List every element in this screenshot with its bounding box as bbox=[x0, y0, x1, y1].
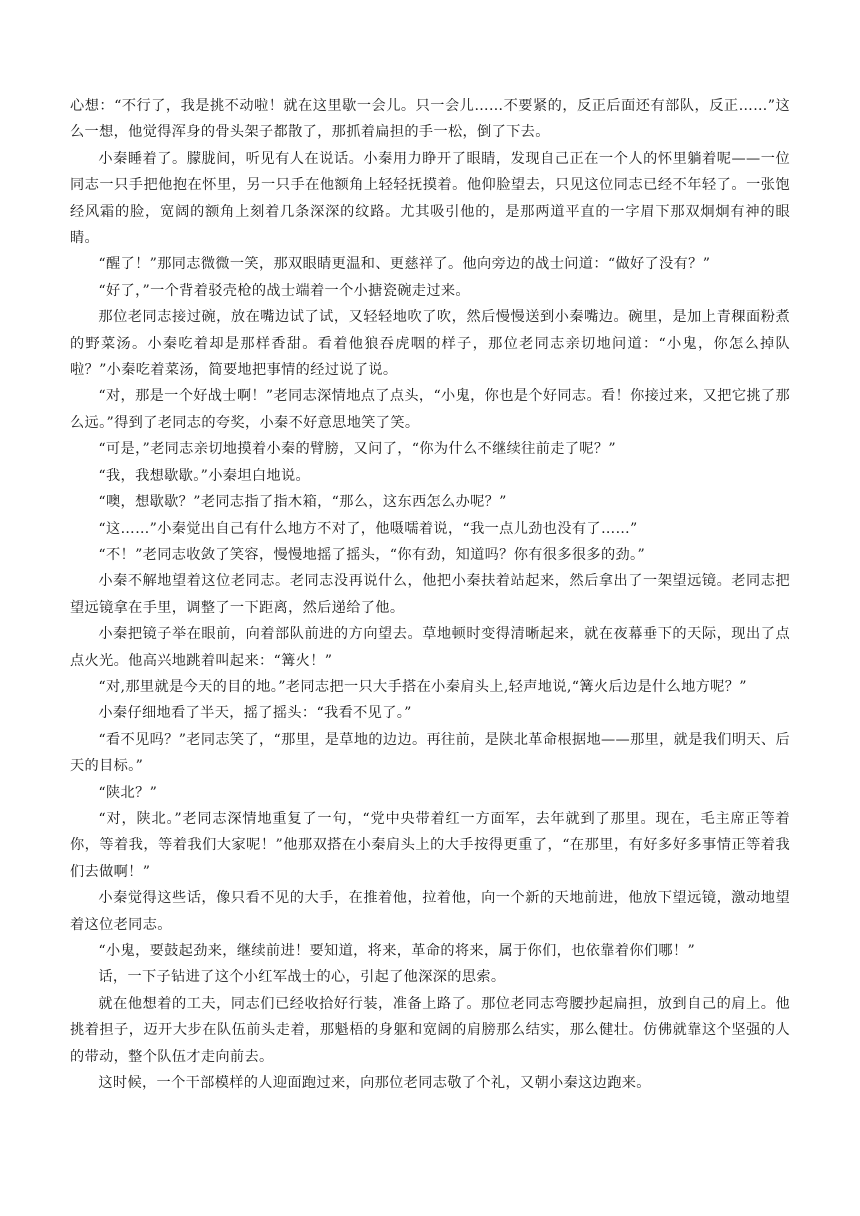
paragraph-17: “陕北？” bbox=[98, 784, 158, 801]
document-body bbox=[70, 93, 790, 1096]
paragraph-22: 就在他想着的工夫，同志们已经收拾好行装，准备上路了。那位老同志弯腰抄起扁担，放到自己的肩上。他挑着担子，迈开大步在队伍前头走着，那魁梧的身躯和宽阔的肩膀那么结实，那么健壮。仿佛就靠这个坚强的人的带动，整个队伍才走向前去。 bbox=[70, 995, 790, 1065]
paragraph-15: 小秦仔细地看了半天，摇了摇头：“我看不见了。” bbox=[98, 705, 412, 722]
paragraph-10: “这……”小秦觉出自己有什么地方不对了，他嗫嚅着说，“我一点儿劲也没有了……” bbox=[98, 520, 638, 537]
paragraph-5: 那位老同志接过碗，放在嘴边试了试，又轻轻地吹了吹，然后慢慢送到小秦嘴边。碗里，是加上青稞面粉煮的野菜汤。小秦吃着却是那样香甜。看着他狼吞虎咽的样子，那位老同志亲切地问道：“小鬼，你怎么掉队啦？”小秦吃着菜汤，简要地把事情的经过说了说。 bbox=[70, 309, 790, 379]
paragraph-8: “我，我想歇歇。”小秦坦白地说。 bbox=[98, 467, 311, 484]
paragraph-21: 话，一下子钻进了这个小红军战士的心，引起了他深深的思索。 bbox=[98, 969, 506, 986]
paragraph-18: “对，陕北。”老同志深情地重复了一句，“党中央带着红一方面军，去年就到了那里。现在，毛主席正等着你，等着我，等着我们大家呢！”他那双搭在小秦肩头上的大手按得更重了，“在那里，有好多好多事情正等着我们去做啊！” bbox=[70, 810, 790, 880]
paragraph-1: 心想：“不行了，我是挑不动啦！就在这里歇一会儿。只一会儿……不要紧的，反正后面还有部队，反正……”这么一想，他觉得浑身的骨头架子都散了，那抓着扁担的手一松，倒了下去。 bbox=[70, 98, 790, 141]
paragraph-3: “醒了！”那同志微微一笑，那双眼睛更温和、更慈祥了。他向旁边的战士问道：“做好了没有？” bbox=[98, 256, 711, 273]
paragraph-20: “小鬼，要鼓起劲来，继续前进！要知道，将来，革命的将来，属于你们，也依靠着你们哪！” bbox=[98, 943, 696, 959]
paragraph-23: 这时候，一个干部模样的人迎面跑过来，向那位老同志敬了个礼，又朝小秦这边跑来。 bbox=[98, 1075, 651, 1092]
paragraph-9: “噢，想歇歇？”老同志指了指木箱，“那么，这东西怎么办呢？” bbox=[98, 494, 507, 511]
paragraph-2: 小秦睡着了。朦胧间，听见有人在说话。小秦用力睁开了眼睛，发现自己正在一个人的怀里躺着呢——一位同志一只手把他抱在怀里，另一只手在他额角上轻轻抚摸着。他仰脸望去，只见这位同志已经不年轻了。一张饱经风霜的脸，宽阔的额角上刻着几条深深的纹路。尤其吸引他的，是那两道平直的一字眉下那双炯炯有神的眼睛。 bbox=[70, 150, 790, 247]
paragraph-19: 小秦觉得这些话，像只看不见的大手，在推着他，拉着他，向一个新的天地前进，他放下望远镜，激动地望着这位老同志。 bbox=[70, 890, 790, 933]
paragraph-13: 小秦把镜子举在眼前，向着部队前进的方向望去。草地顿时变得清晰起来，就在夜幕垂下的天际，现出了点点火光。他高兴地跳着叫起来：“篝火！” bbox=[70, 626, 790, 669]
paragraph-14: “对,那里就是今天的目的地。”老同志把一只大手搭在小秦肩头上,轻声地说,“篝火后边是什么地方呢？” bbox=[98, 678, 747, 695]
paragraph-7: “可是，”老同志亲切地摸着小秦的臂膀，又问了，“你为什么不继续往前走了呢？” bbox=[98, 441, 616, 458]
paragraph-11: “不！”老同志收敛了笑容，慢慢地摇了摇头，“你有劲，知道吗？你有很多很多的劲。” bbox=[98, 546, 646, 563]
paragraph-4: “好了，”一个背着驳壳枪的战士端着一个小搪瓷碗走过来。 bbox=[98, 282, 470, 299]
paragraph-6: “对，那是一个好战士啊！”老同志深情地点了点头，“小鬼，你也是个好同志。看！你接过来，又把它挑了那么远。”得到了老同志的夸奖，小秦不好意思地笑了笑。 bbox=[70, 388, 790, 431]
paragraph-12: 小秦不解地望着这位老同志。老同志没再说什么，他把小秦扶着站起来，然后拿出了一架望远镜。老同志把望远镜拿在手里，调整了一下距离，然后递给了他。 bbox=[70, 573, 790, 616]
paragraph-16: “看不见吗？”老同志笑了，“那里，是草地的边边。再往前，是陕北革命根据地——那里，就是我们明天、后天的目标。” bbox=[70, 731, 790, 775]
